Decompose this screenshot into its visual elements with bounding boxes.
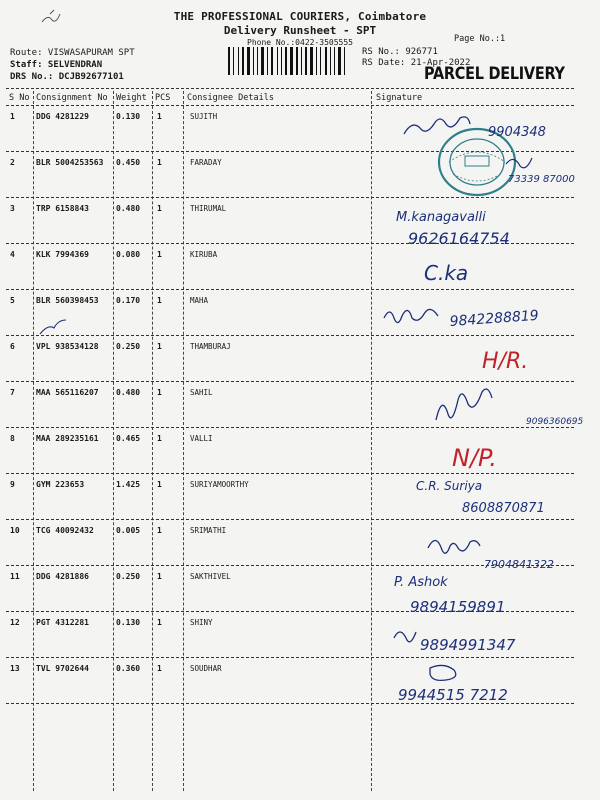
row-pcs: 1 [157,342,162,351]
barcode-bar [328,47,329,75]
table-row [0,198,600,244]
row-sno: 6 [10,342,15,351]
row-consignment: KLK 7994369 [36,250,89,259]
row-consignee: MAHA [190,296,209,305]
row-consignee: SHINY [190,618,213,627]
barcode-bar [255,47,256,75]
rs-date: RS Date: 21-Apr-2022 [362,58,471,68]
table-row [0,658,600,704]
barcode-bar [247,47,250,75]
row-pcs: 1 [157,526,162,535]
barcode-bar [274,47,276,75]
signature-8-mark: N/P. [452,444,497,472]
row-consignment: GYM 223653 [36,480,85,489]
row-consignment: TCG 40092432 [36,526,94,535]
sheet-title: Delivery Runsheet - SPT [223,24,377,37]
row-weight: 0.250 [116,342,141,351]
row-sno: 10 [10,526,20,535]
barcode-bar [299,47,300,75]
parcel-delivery-stamp: PARCEL DELIVERY [424,64,565,84]
table-row [0,290,600,336]
barcode-image [228,47,356,75]
row-weight: 0.360 [116,664,141,673]
row-weight: 0.170 [116,296,141,305]
row-sno: 4 [10,250,15,259]
row-consignee: SAHIL [190,388,213,397]
row-consignment: TRP 6158843 [36,204,89,213]
row-consignment: TVL 9702644 [36,664,89,673]
signature-2-number: 73339 87000 [508,174,575,185]
row-pcs: 1 [157,204,162,213]
barcode-bar [316,47,317,75]
company-title: THE PROFESSIONAL COURIERS, Coimbatore [173,10,427,23]
barcode-bar [344,47,345,75]
barcode-bar [320,47,321,75]
barcode-bar [253,47,254,75]
barcode-bar [346,47,347,75]
row-consignment: DDG 4281886 [36,572,89,581]
table-row [0,520,600,566]
table-row [0,336,600,382]
signature-1-number: 9904348 [488,125,546,140]
signature-7-number: 9096360695 [526,417,584,427]
row-sno: 3 [10,204,15,213]
barcode-bar [334,47,335,75]
col-weight-header: Weight [116,93,147,103]
barcode-bar [332,47,333,75]
row-consignee: SAKTHIVEL [190,572,231,581]
route-label: Route: VISWASAPURAM SPT [10,48,135,58]
row-sno: 12 [10,618,20,627]
row-pcs: 1 [157,296,162,305]
row-sno: 5 [10,296,15,305]
row-pcs: 1 [157,112,162,121]
row-sno: 9 [10,480,15,489]
table-row [0,612,600,658]
col-consignee-header: Consignee Details [187,93,274,103]
barcode-bar [281,47,282,75]
signature-6-mark: H/R. [482,349,529,374]
col-sno-header: S No [9,93,30,103]
barcode-bar [288,47,289,75]
signature-10-number: 7904841322 [484,558,554,571]
row-pcs: 1 [157,250,162,259]
row-consignee: SURIYAMOORTHY [190,480,249,489]
barcode-bar [257,47,258,75]
signature-11-name: P. Ashok [394,575,448,590]
row-sno: 1 [10,112,15,121]
table-row [0,474,600,520]
row-weight: 0.005 [116,526,141,535]
barcode-bar [294,47,295,75]
row-consignee: SOUDHAR [190,664,222,673]
phone-number: Phone No.:0422-3505555 [247,38,353,47]
barcode-bar [242,47,244,75]
barcode-bar [228,47,230,75]
barcode-bar [336,47,337,75]
barcode-bar [245,47,246,75]
row-pcs: 1 [157,572,162,581]
row-weight: 0.480 [116,204,141,213]
row-consignment: MAA 565116207 [36,388,99,397]
signature-3-number: 9626164754 [408,229,510,248]
signature-9-name: C.R. Suriya [416,479,483,493]
row-consignment: DDG 4281229 [36,112,89,121]
row-sno: 11 [10,572,20,581]
barcode-bar [231,47,232,75]
table-row [0,244,600,290]
barcode-bar [261,47,264,75]
row-consignee: SUJITH [190,112,218,121]
drs-number: DRS No.: DCJB92677101 [10,72,124,82]
table-row [0,382,600,428]
row-weight: 0.480 [116,388,141,397]
signature-12-number: 9894991347 [420,636,516,654]
barcode-bar [279,47,280,75]
barcode-bar [305,47,307,75]
barcode-bar [240,47,241,75]
row-weight: 0.450 [116,158,141,167]
row-consignee: VALLI [190,434,213,443]
staff-label: Staff: SELVENDRAN [10,60,103,70]
barcode-bar [290,47,293,75]
barcode-bar [233,47,234,75]
barcode-bar [259,47,260,75]
barcode-bar [269,47,270,75]
barcode-bar [330,47,331,75]
signature-9-number: 8608870871 [462,501,545,516]
col-pcs-header: PCS [155,93,171,103]
row-pcs: 1 [157,480,162,489]
rs-number: RS No.: 926771 [362,47,438,57]
barcode-bar [322,47,324,75]
col-signature-header: Signature [376,93,423,103]
barcode-bar [267,47,268,75]
signature-4-name: C.ka [424,261,469,285]
barcode-bar [342,47,343,75]
row-pcs: 1 [157,388,162,397]
row-sno: 13 [10,664,20,673]
barcode-bar [301,47,302,75]
row-pcs: 1 [157,664,162,673]
barcode-bar [285,47,287,75]
barcode-bar [325,47,327,75]
row-consignee: KIRUBA [190,250,218,259]
row-weight: 1.425 [116,480,141,489]
row-consignment: VPL 938534128 [36,342,99,351]
barcode-bar [265,47,266,75]
signature-3-name: M.kanagavalli [396,210,486,225]
page-number: Page No.:1 [454,34,506,44]
barcode-bar [283,47,284,75]
row-consignment: MAA 289235161 [36,434,99,443]
row-weight: 0.080 [116,250,141,259]
barcode-bar [271,47,273,75]
row-consignee: FARADAY [190,158,222,167]
barcode-bar [277,47,278,75]
row-consignment: PGT 4312281 [36,618,89,627]
row-weight: 0.130 [116,112,141,121]
row-pcs: 1 [157,434,162,443]
header-rule [6,88,574,89]
row-sno: 2 [10,158,15,167]
barcode-bar [251,47,252,75]
row-consignee: THAMBURAJ [190,342,231,351]
row-sno: 8 [10,434,15,443]
barcode-bar [310,47,313,75]
signature-13-number: 9944515 7212 [398,686,508,704]
row-divider [6,703,574,704]
barcode-bar [238,47,239,75]
barcode-bar [314,47,315,75]
barcode-bar [296,47,298,75]
signature-5-number: 9842288819 [449,307,540,330]
row-pcs: 1 [157,158,162,167]
barcode-bar [308,47,309,75]
barcode-bar [338,47,341,75]
row-weight: 0.250 [116,572,141,581]
barcode-bar [318,47,319,75]
row-consignment: BLR 5004253563 [36,158,104,167]
row-consignee: THIRUMAL [190,204,227,213]
row-consignee: SRIMATHI [190,526,227,535]
table-row [0,566,600,612]
row-pcs: 1 [157,618,162,627]
row-consignment: BLR 560398453 [36,296,99,305]
barcode-bar [303,47,304,75]
row-weight: 0.465 [116,434,141,443]
table-row [0,428,600,474]
row-weight: 0.130 [116,618,141,627]
company-stamp [425,118,523,200]
row-sno: 7 [10,388,15,397]
barcode-bar [235,47,237,75]
signature-11-number: 9894159891 [410,598,506,616]
col-consignment-header: Consignment No [36,93,108,103]
